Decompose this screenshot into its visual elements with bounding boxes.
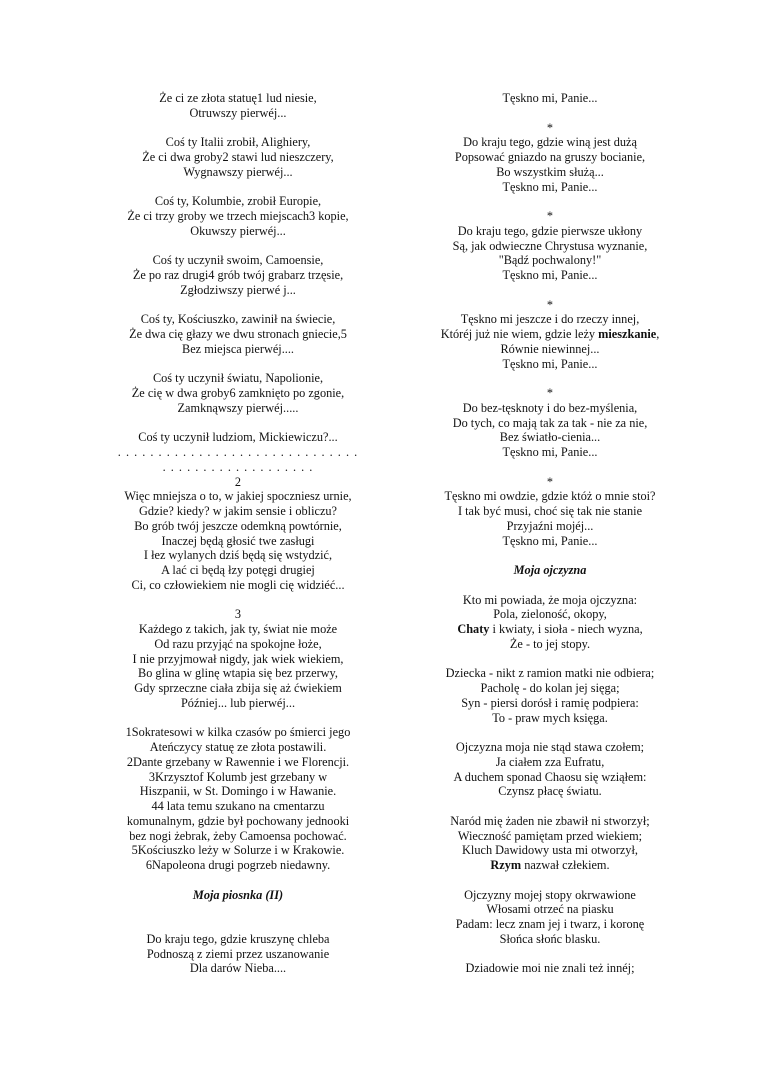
poem-title: Moja ojczyzna bbox=[513, 563, 587, 577]
verse-line: I łez wylanych dziś będą się wstydzić, bbox=[143, 548, 333, 563]
stanza bbox=[420, 401, 680, 460]
stanza bbox=[108, 622, 368, 711]
verse-line: Włosami otrzeć na piasku bbox=[486, 902, 614, 917]
refrain-line: Tęskno mi, Panie... bbox=[502, 268, 598, 282]
stanza bbox=[420, 593, 680, 652]
footnote-line: 3Krzysztof Kolumb jest grzebany w bbox=[148, 769, 328, 784]
verse-line: Że po raz drugi4 grób twój grabarz trzęsie, bbox=[132, 268, 344, 282]
footnote-line: 44 lata temu szukano na cmentarzu bbox=[151, 799, 325, 813]
verse-line: Bo glina w glinę wtapia się bez przerwy, bbox=[138, 666, 338, 681]
refrain-line: Tęskno mi, Panie... bbox=[502, 356, 598, 371]
verse-line: Coś ty uczynił światu, Napolionie, bbox=[152, 371, 324, 386]
verse-line: Gdy sprzeczne ciała zbija się aż ćwiekiem bbox=[134, 681, 342, 695]
ellipsis-dots: . . . . . . . . . . . . . . . . . . . . . . . . . . . . . . bbox=[117, 445, 359, 459]
footnote-line: komunalnym, gdzie był pochowany jednooki bbox=[126, 813, 350, 828]
section-number: 2 bbox=[234, 474, 242, 489]
verse-line: Syn - piersi dorósł i ramię podpiera: bbox=[461, 695, 639, 710]
footnote-line: bez nogi żebrak, żeby Camoensa pochować. bbox=[129, 828, 347, 843]
verse-line: Później... lub pierwéj... bbox=[180, 695, 296, 710]
footnote-line: 1Sokratesowi w kilka czasów po śmierci jego bbox=[125, 725, 351, 740]
verse-line: Ci, co człowiekiem nie mogli cię widziéć... bbox=[131, 577, 345, 592]
verse-line: Inaczej będą głosić twe zasługi bbox=[161, 533, 315, 548]
verse-line: Do kraju tego, gdzie kruszynę chleba bbox=[146, 931, 330, 946]
verse-text: nazwał człekiem. bbox=[521, 858, 610, 872]
asterisk-separator: * bbox=[546, 297, 554, 312]
verse-line: Że ci dwa groby2 stawi lud nieszczery, bbox=[142, 150, 334, 164]
stanza bbox=[108, 135, 368, 179]
verse-line bbox=[420, 622, 680, 637]
verse-line: Ojczyzny mojej stopy okrwawione bbox=[464, 887, 636, 902]
verse-line: Wygnawszy pierwéj... bbox=[183, 164, 293, 179]
verse-line: Więc mniejsza o to, w jakiej spoczniesz urnie, bbox=[124, 489, 352, 504]
refrain-line: Tęskno mi, Panie... bbox=[502, 445, 598, 459]
verse-line: Każdego z takich, jak ty, świat nie może bbox=[138, 622, 338, 636]
verse-line: Pola, zieloność, okopy, bbox=[493, 607, 607, 622]
stanza bbox=[108, 253, 368, 297]
stanza bbox=[420, 312, 680, 371]
refrain-line: Tęskno mi, Panie... bbox=[502, 179, 598, 194]
verse-line: Kto mi powiada, że moja ojczyzna: bbox=[462, 592, 638, 607]
refrain-line: Tęskno mi, Panie... bbox=[502, 91, 598, 105]
verse-line: Ojczyzna moja nie stąd stawa czołem; bbox=[455, 740, 645, 754]
stanza bbox=[108, 932, 368, 976]
stanza bbox=[420, 814, 680, 873]
footnote-line: Hiszpanii, w St. Domingo i w Hawanie. bbox=[139, 784, 337, 799]
verse-line: Do tych, co mają tak za tak - nie za nie, bbox=[452, 415, 648, 430]
refrain-line: Tęskno mi, Panie... bbox=[502, 533, 598, 548]
verse-line: Że cię w dwa groby6 zamknięto po zgonie, bbox=[131, 386, 345, 400]
verse-line: Słońca słońc blasku. bbox=[499, 931, 601, 946]
verse-line: Podnoszą z ziemi przez uszanowanie bbox=[146, 946, 330, 961]
stanza bbox=[420, 224, 680, 283]
verse-line: Do bez-tęsknoty i do bez-myślenia, bbox=[462, 400, 638, 415]
verse-line: A duchem sponad Chaosu się wziąłem: bbox=[453, 769, 647, 784]
stanza bbox=[420, 888, 680, 947]
verse-line: Że dwa cię głazy we dwu stronach gniecie,5 bbox=[129, 327, 347, 341]
verse-line: Popsować gniazdo na gruszy bocianie, bbox=[454, 150, 646, 164]
verse-line: I tak być musi, choć się tak nie stanie bbox=[457, 504, 643, 518]
verse-line: Bo grób twój jeszcze odemkną powtórnie, bbox=[134, 518, 342, 533]
stanza bbox=[108, 489, 368, 592]
verse-line: Naród mię żaden nie zbawił ni stworzył; bbox=[450, 813, 650, 828]
verse-line: Otruwszy pierwéj... bbox=[189, 105, 287, 120]
asterisk-separator: * bbox=[546, 209, 554, 223]
verse-line: Ja ciałem zza Eufratu, bbox=[495, 754, 605, 769]
verse-line: Do kraju tego, gdzie pierwsze ukłony bbox=[457, 223, 643, 238]
verse-text: , bbox=[656, 327, 660, 341]
left-column bbox=[108, 91, 368, 976]
ellipsis-dots: . . . . . . . . . . . . . . . . . . . bbox=[162, 459, 314, 474]
verse-line: Pacholę - do kolan jej sięga; bbox=[480, 681, 620, 695]
verse-line: Coś ty Italii zrobił, Alighiery, bbox=[165, 135, 311, 150]
asterisk-separator: * bbox=[546, 386, 554, 400]
verse-line: Coś ty, Kościuszko, zawinił na świecie, bbox=[140, 312, 336, 327]
verse-line: Czynsz płacę światu. bbox=[498, 784, 602, 799]
bold-word: Chaty bbox=[457, 622, 490, 636]
asterisk-separator: * bbox=[546, 474, 554, 489]
verse-line: Są, jak odwieczne Chrystusa wyznanie, bbox=[452, 238, 648, 253]
right-column bbox=[420, 91, 680, 976]
footnote-line: 5Kościuszko leży w Solurze i w Krakowie. bbox=[131, 843, 345, 858]
verse-line: Dla darów Nieba.... bbox=[189, 961, 287, 976]
verse-line: I nie przyjmował nigdy, jak wiek wiekiem, bbox=[132, 651, 344, 666]
verse-line: Gdzie? kiedy? w jakim sensie i obliczu? bbox=[138, 504, 338, 518]
verse-line: Padam: lecz znam jej i twarz, i koronę bbox=[455, 917, 645, 931]
verse-line: To - praw mych księga. bbox=[492, 710, 608, 725]
verse-line: Przyjaźni mojéj... bbox=[506, 518, 594, 533]
bold-word: mieszkanie bbox=[598, 327, 657, 341]
poem-title: Moja piosnka (II) bbox=[192, 887, 284, 902]
verse-line: Zamknąwszy pierwéj..... bbox=[177, 400, 299, 415]
verse-line: Zgłodziwszy pierwé j... bbox=[180, 282, 296, 297]
verse-line: Bo wszystkim służą... bbox=[496, 164, 604, 179]
stanza bbox=[108, 312, 368, 356]
stanza bbox=[420, 740, 680, 799]
verse-line: Równie niewinnej... bbox=[500, 341, 600, 356]
verse-line: A lać ci będą łzy potęgi drugiej bbox=[161, 563, 315, 577]
verse-line: Do kraju tego, gdzie winą jest dużą bbox=[463, 135, 637, 150]
verse-line: Tęskno mi jeszcze i do rzeczy innej, bbox=[460, 312, 640, 327]
footnote-line: Ateńczycy statuę ze złota postawili. bbox=[149, 740, 327, 754]
verse-line: "Bądź pochwalony!" bbox=[498, 253, 602, 268]
stanza bbox=[108, 194, 368, 238]
verse-line: Bez światło-cienia... bbox=[499, 430, 601, 445]
verse-text: i kwiaty, i sioła - niech wyzna, bbox=[489, 622, 643, 636]
stanza bbox=[420, 489, 680, 548]
stanza bbox=[108, 91, 368, 121]
verse-line: Coś ty uczynił ludziom, Mickiewiczu?... bbox=[138, 430, 338, 445]
verse-text: Któréj już nie wiem, gdzie leży bbox=[440, 327, 599, 341]
verse-line: Okuwszy pierwéj... bbox=[190, 223, 286, 238]
verse-line: Coś ty, Kolumbie, zrobił Europie, bbox=[154, 194, 322, 209]
stanza bbox=[420, 135, 680, 194]
verse-line: Że ci ze złota statuę1 lud niesie, bbox=[159, 91, 317, 105]
footnote-line: 6Napoleona drugi pogrzeb niedawny. bbox=[145, 858, 331, 872]
verse-line: Że ci trzy groby we trzech miejscach3 kopie, bbox=[127, 209, 349, 223]
asterisk-separator: * bbox=[546, 120, 554, 135]
verse-line bbox=[420, 327, 680, 342]
stanza bbox=[108, 371, 368, 415]
stanza bbox=[420, 666, 680, 725]
bold-word: Rzym bbox=[490, 858, 522, 872]
verse-line: Dziecka - nikt z ramion matki nie odbiera; bbox=[445, 666, 655, 681]
verse-line: Że - to jej stopy. bbox=[509, 636, 591, 651]
verse-line: Wieczność pamiętam przed wiekiem; bbox=[457, 828, 643, 843]
footnote-line: 2Dante grzebany w Rawennie i we Florencji. bbox=[126, 754, 350, 769]
footnotes bbox=[108, 725, 368, 873]
verse-line: Bez miejsca pierwéj.... bbox=[182, 341, 294, 356]
verse-line: Coś ty uczynił swoim, Camoensie, bbox=[152, 253, 324, 268]
verse-line bbox=[420, 858, 680, 873]
verse-line: Dziadowie moi nie znali też innéj; bbox=[465, 961, 635, 976]
verse-line: Od razu przyjąć na spokojne łoże, bbox=[154, 636, 322, 651]
section-number: 3 bbox=[234, 607, 242, 622]
verse-line: Tęskno mi owdzie, gdzie któż o mnie stoi? bbox=[444, 489, 656, 504]
verse-line: Kluch Dawidowy usta mi otworzył, bbox=[462, 843, 638, 858]
